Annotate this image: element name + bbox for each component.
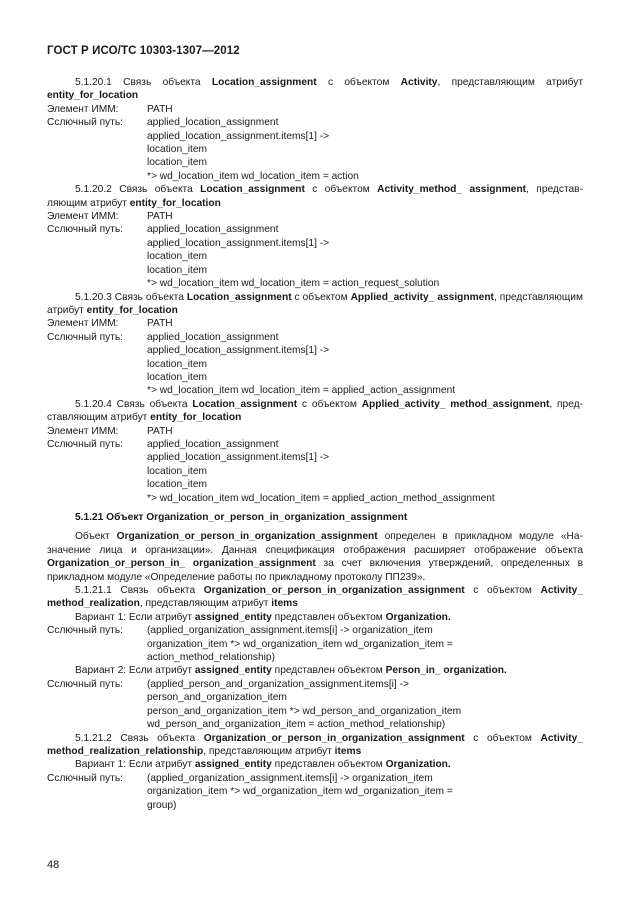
reference-path-label: Сслючный путь: (47, 625, 124, 637)
entity-name: Applied_activity_ method_assignment (361, 398, 550, 410)
page-number: 48 (47, 859, 60, 871)
reference-path (147, 438, 583, 505)
text-run: представлен объектом (271, 759, 386, 771)
path-line: applied_location_assignment (147, 331, 279, 343)
attribute-name: entity_for_location (129, 197, 221, 209)
text-run: представлен объектом (271, 665, 386, 677)
clause-5-1-21-2 (47, 732, 583, 759)
reference-path (147, 772, 583, 812)
entity-name: Applied_activity_ assignment (350, 291, 494, 303)
text-run: 5.1.21.1 Связь объекта (75, 585, 204, 597)
attribute-name: items (271, 598, 298, 610)
entity-name: Organization. (385, 759, 451, 771)
entity-name: Location_assignment (186, 291, 292, 303)
path-line: location_item (147, 371, 208, 383)
entity-name: Location_assignment (192, 398, 298, 410)
path-line: applied_location_assignment (147, 224, 279, 236)
text-run: 5.1.21.2 Связь объекта (75, 732, 204, 744)
path-line: location_item (147, 144, 208, 156)
entity-name: Activity_method_ assignment (377, 184, 527, 196)
path-line: location_item (147, 157, 208, 169)
attribute-name: assigned_entity (194, 759, 272, 771)
aim-value: PATH (147, 318, 173, 330)
aim-label: Элемент ИММ: (47, 425, 119, 437)
text-run: Вариант 1: Если атрибут (75, 759, 195, 771)
path-line: wd_person_and_organization_item = action_method_relationship) (147, 719, 446, 731)
text-run: представлен объектом (271, 611, 386, 623)
entity-name: Activity_ method_realization (47, 585, 583, 610)
aim-element-row (47, 210, 583, 223)
section-intro-paragraph (47, 530, 583, 584)
aim-label: Элемент ИММ: (47, 211, 119, 223)
path-line: applied_location_assignment (147, 117, 279, 129)
reference-path-label: Сслючный путь: (47, 772, 124, 784)
entity-name: Activity_ method_realization_relationship (47, 732, 583, 757)
variant-1-line (47, 611, 583, 624)
reference-path-row (47, 678, 583, 732)
entity-name: Person_in_ organization. (385, 665, 507, 677)
text-run: 5.1.20.2 Связь объекта (75, 184, 201, 196)
path-line: location_item (147, 465, 208, 477)
path-line: action_method_relationship) (147, 652, 275, 664)
text-run: , представляющим атрибут (139, 598, 272, 610)
entity-name: Activity (400, 77, 438, 88)
reference-path (147, 331, 583, 398)
reference-path-label: Сслючный путь: (47, 678, 124, 690)
entity-name: Organization. (385, 611, 451, 623)
aim-value: PATH (147, 211, 173, 223)
path-line: applied_location_assignment.items[1] -> (147, 237, 330, 249)
text-run: с объектом (297, 398, 362, 410)
aim-value: PATH (147, 425, 173, 437)
path-line: (applied_organization_assignment.items[i] -> organization_item (147, 772, 433, 784)
path-line: group) (147, 799, 177, 811)
path-line: person_and_organization_item (147, 692, 287, 704)
reference-path (147, 116, 583, 183)
path-line: organization_item *> wd_organization_item wd_organization_item = (147, 638, 453, 650)
reference-path-label: Сслючный путь: (47, 224, 124, 236)
reference-path-label: Сслючный путь: (47, 438, 124, 450)
reference-path (147, 678, 583, 732)
reference-path-row (47, 772, 583, 812)
reference-path-row (47, 331, 583, 398)
aim-element-row (47, 425, 583, 438)
page-header: ГОСТ Р ИСО/ТС 10303-1307—2012 (47, 45, 240, 57)
text-run: за счет включения утверждений, определенных в прикладном модуле «Определение работы по прикладному протоколу ПП239». (47, 558, 583, 583)
path-line: applied_location_assignment.items[1] -> (147, 345, 330, 357)
path-line: (applied_person_and_organization_assignment.items[i] -> (147, 678, 409, 690)
text-run: с объектом (304, 184, 378, 196)
attribute-name: items (334, 745, 362, 757)
entity-name: Location_assignment (211, 77, 317, 88)
aim-value: PATH (147, 103, 173, 115)
aim-element-row (47, 317, 583, 330)
document-body (47, 76, 583, 812)
clause-5-1-20-3 (47, 291, 583, 318)
text-run: с объектом (464, 585, 541, 597)
entity-name: Organization_or_person_in_organization_assignment (203, 585, 465, 597)
reference-path-label: Сслючный путь: (47, 117, 124, 129)
text-run: с объектом (464, 732, 541, 744)
attribute-name: entity_for_location (86, 304, 178, 316)
text-run: Объект (75, 531, 117, 543)
text-run: , представляющим атрибут (47, 184, 583, 209)
reference-path (147, 223, 583, 290)
attribute-name: assigned_entity (194, 611, 272, 623)
path-line: location_item (147, 264, 208, 276)
aim-label: Элемент ИММ: (47, 103, 119, 115)
text-run: , представляющим атрибут (437, 77, 584, 88)
text-run: 5.1.20.1 Связь объекта (75, 77, 212, 88)
attribute-name: assigned_entity (194, 665, 272, 677)
path-line: applied_location_assignment.items[1] -> (147, 452, 330, 464)
path-line: location_item (147, 358, 208, 370)
variant-2-line (47, 664, 583, 677)
entity-name: Organization_or_person_in_organization_assignment (116, 531, 378, 543)
path-line: person_and_organization_item *> wd_person_and_organization_item (147, 705, 462, 717)
variant-1-line (47, 758, 583, 771)
reference-path-label: Сслючный путь: (47, 331, 124, 343)
text-run: 5.1.20.3 Связь объекта (75, 291, 187, 303)
path-line: *> wd_location_item wd_location_item = applied_action_assignment (147, 385, 456, 397)
text-run: 5.1.20.4 Связь объекта (75, 398, 193, 410)
entity-name: Organization_or_person_in_organization_assignment (203, 732, 465, 744)
text-run: определен в прикладном модуле «Назначение лица и организации». Данная спецификация отображения расширяет отображение объекта (47, 531, 583, 556)
clause-5-1-21-1 (47, 584, 583, 611)
aim-label: Элемент ИММ: (47, 318, 119, 330)
reference-path-row (47, 438, 583, 505)
attribute-name: entity_for_location (47, 90, 139, 102)
entity-name: Location_assignment (200, 184, 305, 196)
clause-5-1-20-4 (47, 398, 583, 425)
text-run: с объектом (291, 291, 351, 303)
path-line: applied_location_assignment (147, 438, 279, 450)
text-run: с объектом (316, 77, 401, 88)
aim-element-row (47, 103, 583, 116)
text-run: , представляющим атрибут (203, 745, 335, 757)
text-run: Вариант 2: Если атрибут (75, 665, 195, 677)
clause-5-1-20-2 (47, 183, 583, 210)
path-line: organization_item *> wd_organization_item wd_organization_item = (147, 786, 453, 798)
attribute-name: entity_for_location (150, 412, 242, 424)
reference-path (147, 624, 583, 664)
path-line: location_item (147, 479, 208, 491)
section-heading-5-1-21: 5.1.21 Объект Organization_or_person_in_organization_assignment (75, 512, 408, 523)
reference-path-row (47, 624, 583, 664)
text-run: , представляющим атрибут (47, 291, 583, 316)
path-line: (applied_organization_assignment.items[i] -> organization_item (147, 625, 433, 637)
reference-path-row (47, 223, 583, 290)
entity-name: Organization_or_person_in_ organization_assignment (47, 558, 316, 570)
text-run: , представляющим атрибут (47, 398, 583, 424)
clause-5-1-20-1 (47, 76, 583, 103)
text-run: Вариант 1: Если атрибут (75, 611, 195, 623)
path-line: *> wd_location_item wd_location_item = action (147, 170, 359, 182)
path-line: applied_location_assignment.items[1] -> (147, 130, 330, 142)
path-line: *> wd_location_item wd_location_item = action_request_solution (147, 278, 440, 290)
path-line: *> wd_location_item wd_location_item = applied_action_method_assignment (147, 492, 495, 504)
path-line: location_item (147, 251, 208, 263)
reference-path-row (47, 116, 583, 183)
